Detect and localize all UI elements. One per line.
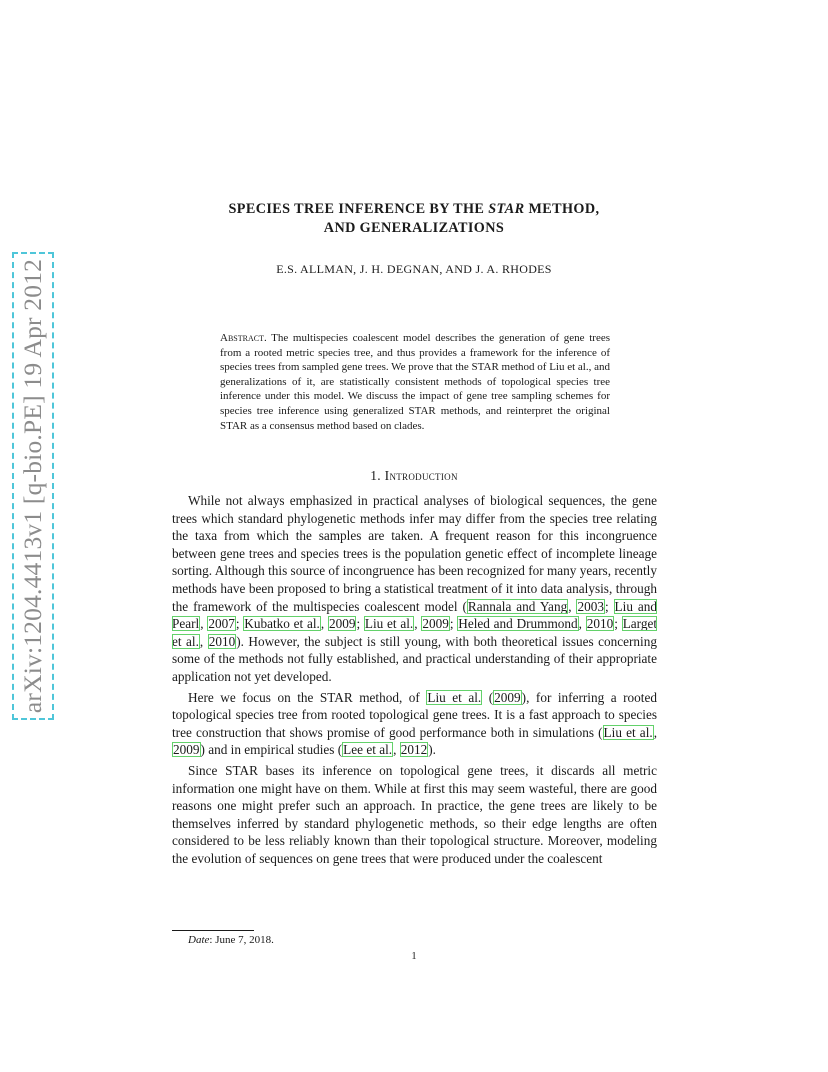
- citation-link[interactable]: 2009: [494, 689, 521, 705]
- footnote: [188, 934, 274, 946]
- section-heading: [172, 468, 656, 484]
- paper-title: [172, 200, 656, 238]
- title-line-1: SPECIES TREE INFERENCE BY THE STAR METHOD,: [228, 201, 600, 217]
- abstract: [220, 331, 610, 433]
- citation-link[interactable]: 2010: [586, 616, 614, 632]
- citation-link[interactable]: Heled and Drummond: [458, 616, 578, 632]
- title-star-emphasis: STAR: [488, 201, 525, 217]
- citation-link[interactable]: Larget et al.: [172, 616, 658, 649]
- citation-link[interactable]: 2010: [208, 633, 236, 649]
- footnote-rule: [172, 930, 254, 931]
- citation-link[interactable]: 2009: [173, 742, 200, 758]
- citation-link[interactable]: Kubatko et al.: [244, 616, 320, 632]
- title-line-2: AND GENERALIZATIONS: [323, 220, 505, 236]
- paragraph-2: Here we focus on the STAR method, of Liu et al. (2009), for inferring a rooted topological species tree from rooted topological gene trees. It is a fast approach to species tree construction that shows promise of good performance both in simulations (Liu et al., 2009) and in empirical studies (Lee et al., 2012).: [172, 689, 657, 758]
- section-number: 1.: [370, 468, 381, 483]
- page-number: 1: [411, 951, 417, 962]
- citation-link[interactable]: Liu et al.: [603, 724, 653, 740]
- body-text: [172, 492, 657, 870]
- authors: E.S. ALLMAN, J. H. DEGNAN, AND J. A. RHODES: [276, 262, 552, 276]
- citation-link[interactable]: 2009: [328, 616, 356, 632]
- citation-link[interactable]: Lee et al.: [343, 742, 393, 758]
- abstract-text: The multispecies coalescent model describes the generation of gene trees from a rooted metric species tree, and thus provides a framework for the inference of species trees from sampled gene trees. We prove that the STAR method of Liu et al., and generalizations of it, are statistically consistent methods of topological species tree inference under this model. We discuss the impact of gene tree sampling schemes for species tree inference using generalized STAR methods, and reinterpret the original STAR as a consensus method based on clades.: [220, 332, 610, 432]
- footnote-text: : June 7, 2018.: [209, 934, 274, 946]
- arxiv-stamp: [12, 252, 54, 720]
- section-title: Introduction: [384, 468, 458, 483]
- citation-link[interactable]: 2012: [400, 742, 428, 758]
- citation-link[interactable]: Liu and Pearl: [172, 598, 657, 632]
- citation-link[interactable]: 2007: [208, 616, 235, 632]
- paragraph-3: Since STAR bases its inference on topological gene trees, it discards all metric information one might have on them. While at first this may seem wasteful, there are good reasons one might prefer such an approach. In practice, the gene trees are likely to be themselves inferred by standard phylogenetic methods, so their edge lengths are often considered to be less reliably known than their topological structure. Moreover, modeling the evolution of sequences on gene trees that were produced under the coalescent: [172, 762, 657, 866]
- abstract-label: Abstract.: [220, 332, 267, 344]
- citation-link[interactable]: Liu et al.: [427, 689, 482, 705]
- citation-link[interactable]: Rannala and Yang: [467, 598, 568, 614]
- paragraph-1: While not always emphasized in practical analyses of biological sequences, the gene trees which standard phylogenetic methods infer may differ from the species tree relating the taxa from which the samples are taken. A frequent reason for this incongruence between gene trees and species trees is the population genetic effect of incomplete lineage sorting. Although this source of incongruence has been recognized for many years, recently methods have been proposed to bring a statistical treatment of it into data analysis, through the framework of the multispecies coalescent model (Rannala and Yang, 2003; Liu and Pearl, 2007; Kubatko et al., 2009; Liu et al., 2009; Heled and Drummond, 2010; Larget et al., 2010). However, the subject is still young, with both theoretical issues concerning some of the methods not fully established, and practical understanding of their appropriate application not yet developed.: [172, 493, 658, 684]
- citation-link[interactable]: 2003: [577, 598, 604, 614]
- arxiv-identifier: arXiv:1204.4413v1 [q-bio.PE] 19 Apr 2012: [18, 258, 47, 714]
- citation-link[interactable]: 2009: [422, 616, 449, 632]
- citation-link[interactable]: Liu et al.: [364, 616, 414, 632]
- footnote-label: Date: [188, 934, 210, 946]
